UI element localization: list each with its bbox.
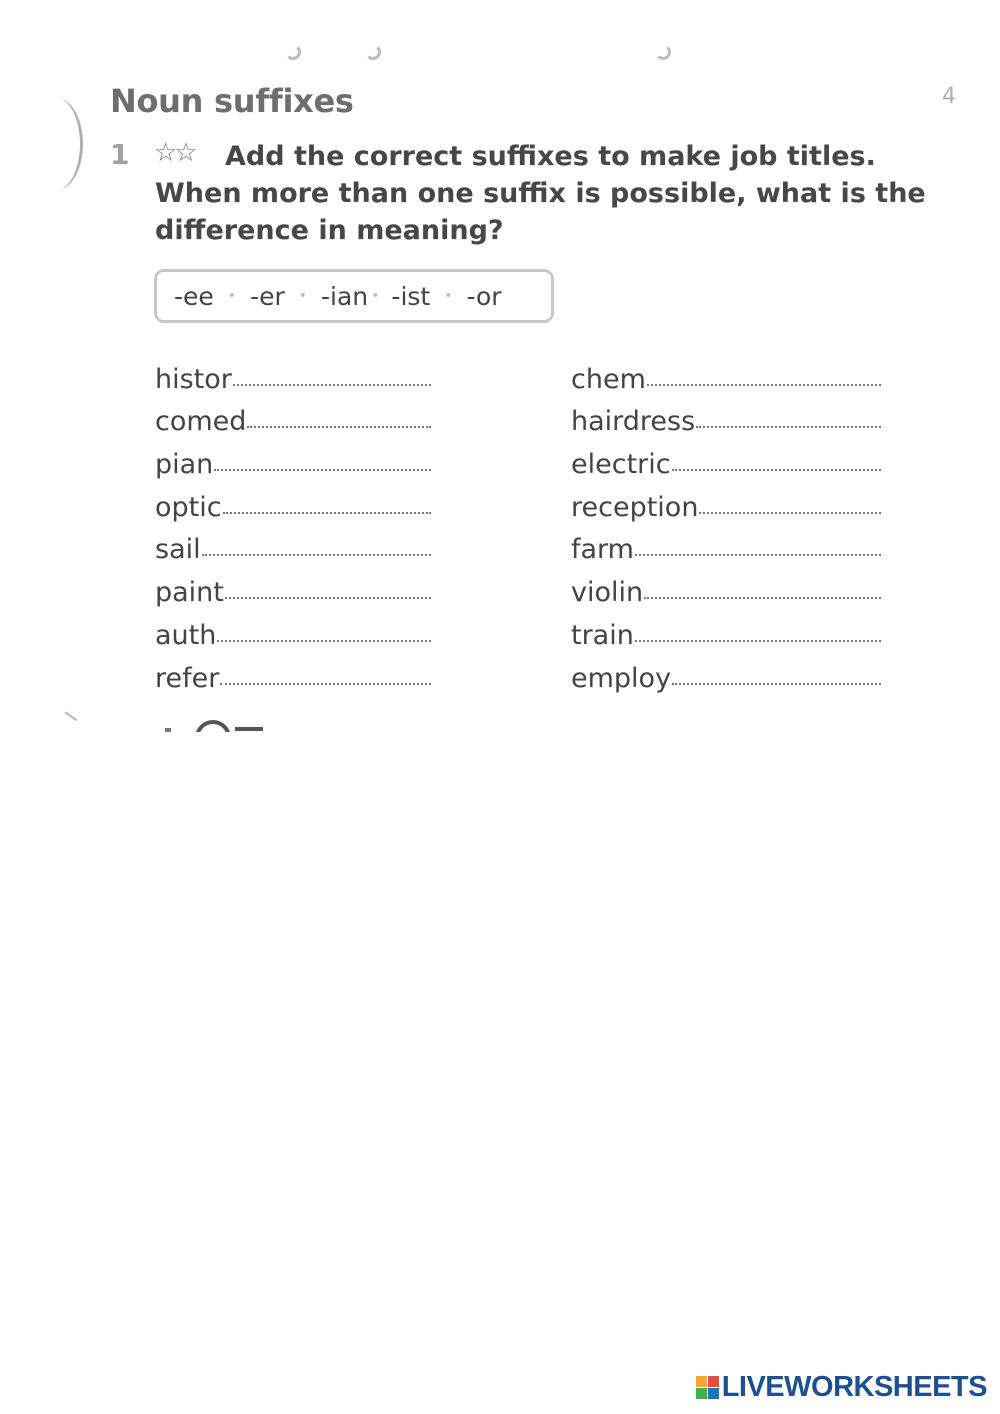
liveworksheets-watermark: [696, 1371, 987, 1404]
word-stem: violin: [571, 577, 644, 609]
liveworksheets-logo-icon: [696, 1376, 719, 1399]
word-row: [571, 523, 881, 566]
word-stem: employ: [571, 662, 672, 694]
watermark-text: LIVEWORKSHEETS: [721, 1371, 987, 1403]
word-stem: optic: [155, 491, 222, 523]
section-title: Noun suffixes: [110, 82, 354, 120]
answer-blank[interactable]: [696, 426, 881, 428]
word-row: [155, 523, 431, 566]
word-stem: refer: [155, 662, 220, 694]
bullet-separator: •: [371, 288, 380, 304]
answer-blank[interactable]: [672, 469, 881, 471]
answer-blank[interactable]: [217, 640, 431, 642]
word-row: [155, 437, 431, 480]
exercise-number: 1: [110, 138, 130, 171]
word-stem: hairdress: [571, 406, 696, 438]
word-row: [155, 651, 431, 694]
answer-blank[interactable]: [635, 640, 881, 642]
suffix-er: -er: [250, 281, 285, 311]
word-row: [155, 352, 431, 395]
word-row: [571, 352, 881, 395]
word-column-left: [155, 352, 431, 694]
suffix-ee: -ee: [174, 281, 214, 311]
cropped-next-exercise-icon: [165, 720, 265, 732]
page-number: 4: [942, 84, 956, 109]
word-stem: train: [571, 619, 634, 651]
word-row: [571, 651, 881, 694]
page-curl-shadow-bottom: [57, 711, 78, 732]
word-row: [155, 395, 431, 438]
suffix-box: [154, 269, 554, 323]
word-stem: electric: [571, 449, 671, 481]
word-row: [571, 437, 881, 480]
suffix-ian: -ian: [321, 281, 369, 311]
logo-square-2: [708, 1376, 719, 1387]
answer-blank[interactable]: [647, 384, 881, 386]
bullet-separator: •: [227, 288, 237, 304]
answer-blank[interactable]: [202, 554, 431, 556]
word-row: [571, 608, 881, 651]
logo-square-3: [696, 1388, 707, 1399]
word-stem: sail: [155, 534, 201, 566]
word-row: [571, 395, 881, 438]
exercise-instructions: Add the correct suffixes to make job titles. When more than one suffix is possible, what is the difference in meaning?: [155, 141, 926, 246]
answer-blank[interactable]: [233, 384, 431, 386]
answer-blank[interactable]: [225, 597, 431, 599]
word-row: [571, 480, 881, 523]
word-row: [155, 480, 431, 523]
answer-blank[interactable]: [699, 512, 881, 514]
answer-blank[interactable]: [247, 426, 431, 428]
word-row: [155, 565, 431, 608]
answer-blank[interactable]: [644, 597, 881, 599]
word-stem: reception: [571, 491, 699, 523]
bullet-separator: •: [298, 288, 308, 304]
word-stem: chem: [571, 363, 646, 395]
word-row: [155, 608, 431, 651]
answer-blank[interactable]: [635, 554, 881, 556]
bullet-separator: •: [444, 288, 453, 304]
difficulty-stars-icon: ☆☆: [154, 138, 195, 168]
word-stem: farm: [571, 534, 634, 566]
word-column-right: [571, 352, 881, 694]
answer-blank[interactable]: [214, 469, 431, 471]
word-stem: histor: [155, 363, 232, 395]
answer-blank[interactable]: [672, 683, 881, 685]
logo-square-1: [696, 1376, 707, 1387]
word-stem: comed: [155, 406, 247, 438]
cropped-previous-content: [0, 0, 1000, 66]
answer-blank[interactable]: [220, 683, 431, 685]
suffix-or: -or: [466, 281, 502, 311]
suffix-ist: -ist: [391, 281, 431, 311]
page-curl-shadow: [30, 98, 83, 190]
word-stem: auth: [155, 619, 217, 651]
logo-square-4: [708, 1388, 719, 1399]
word-stem: pian: [155, 449, 214, 481]
word-row: [571, 565, 881, 608]
answer-blank[interactable]: [223, 512, 431, 514]
word-stem: paint: [155, 577, 224, 609]
